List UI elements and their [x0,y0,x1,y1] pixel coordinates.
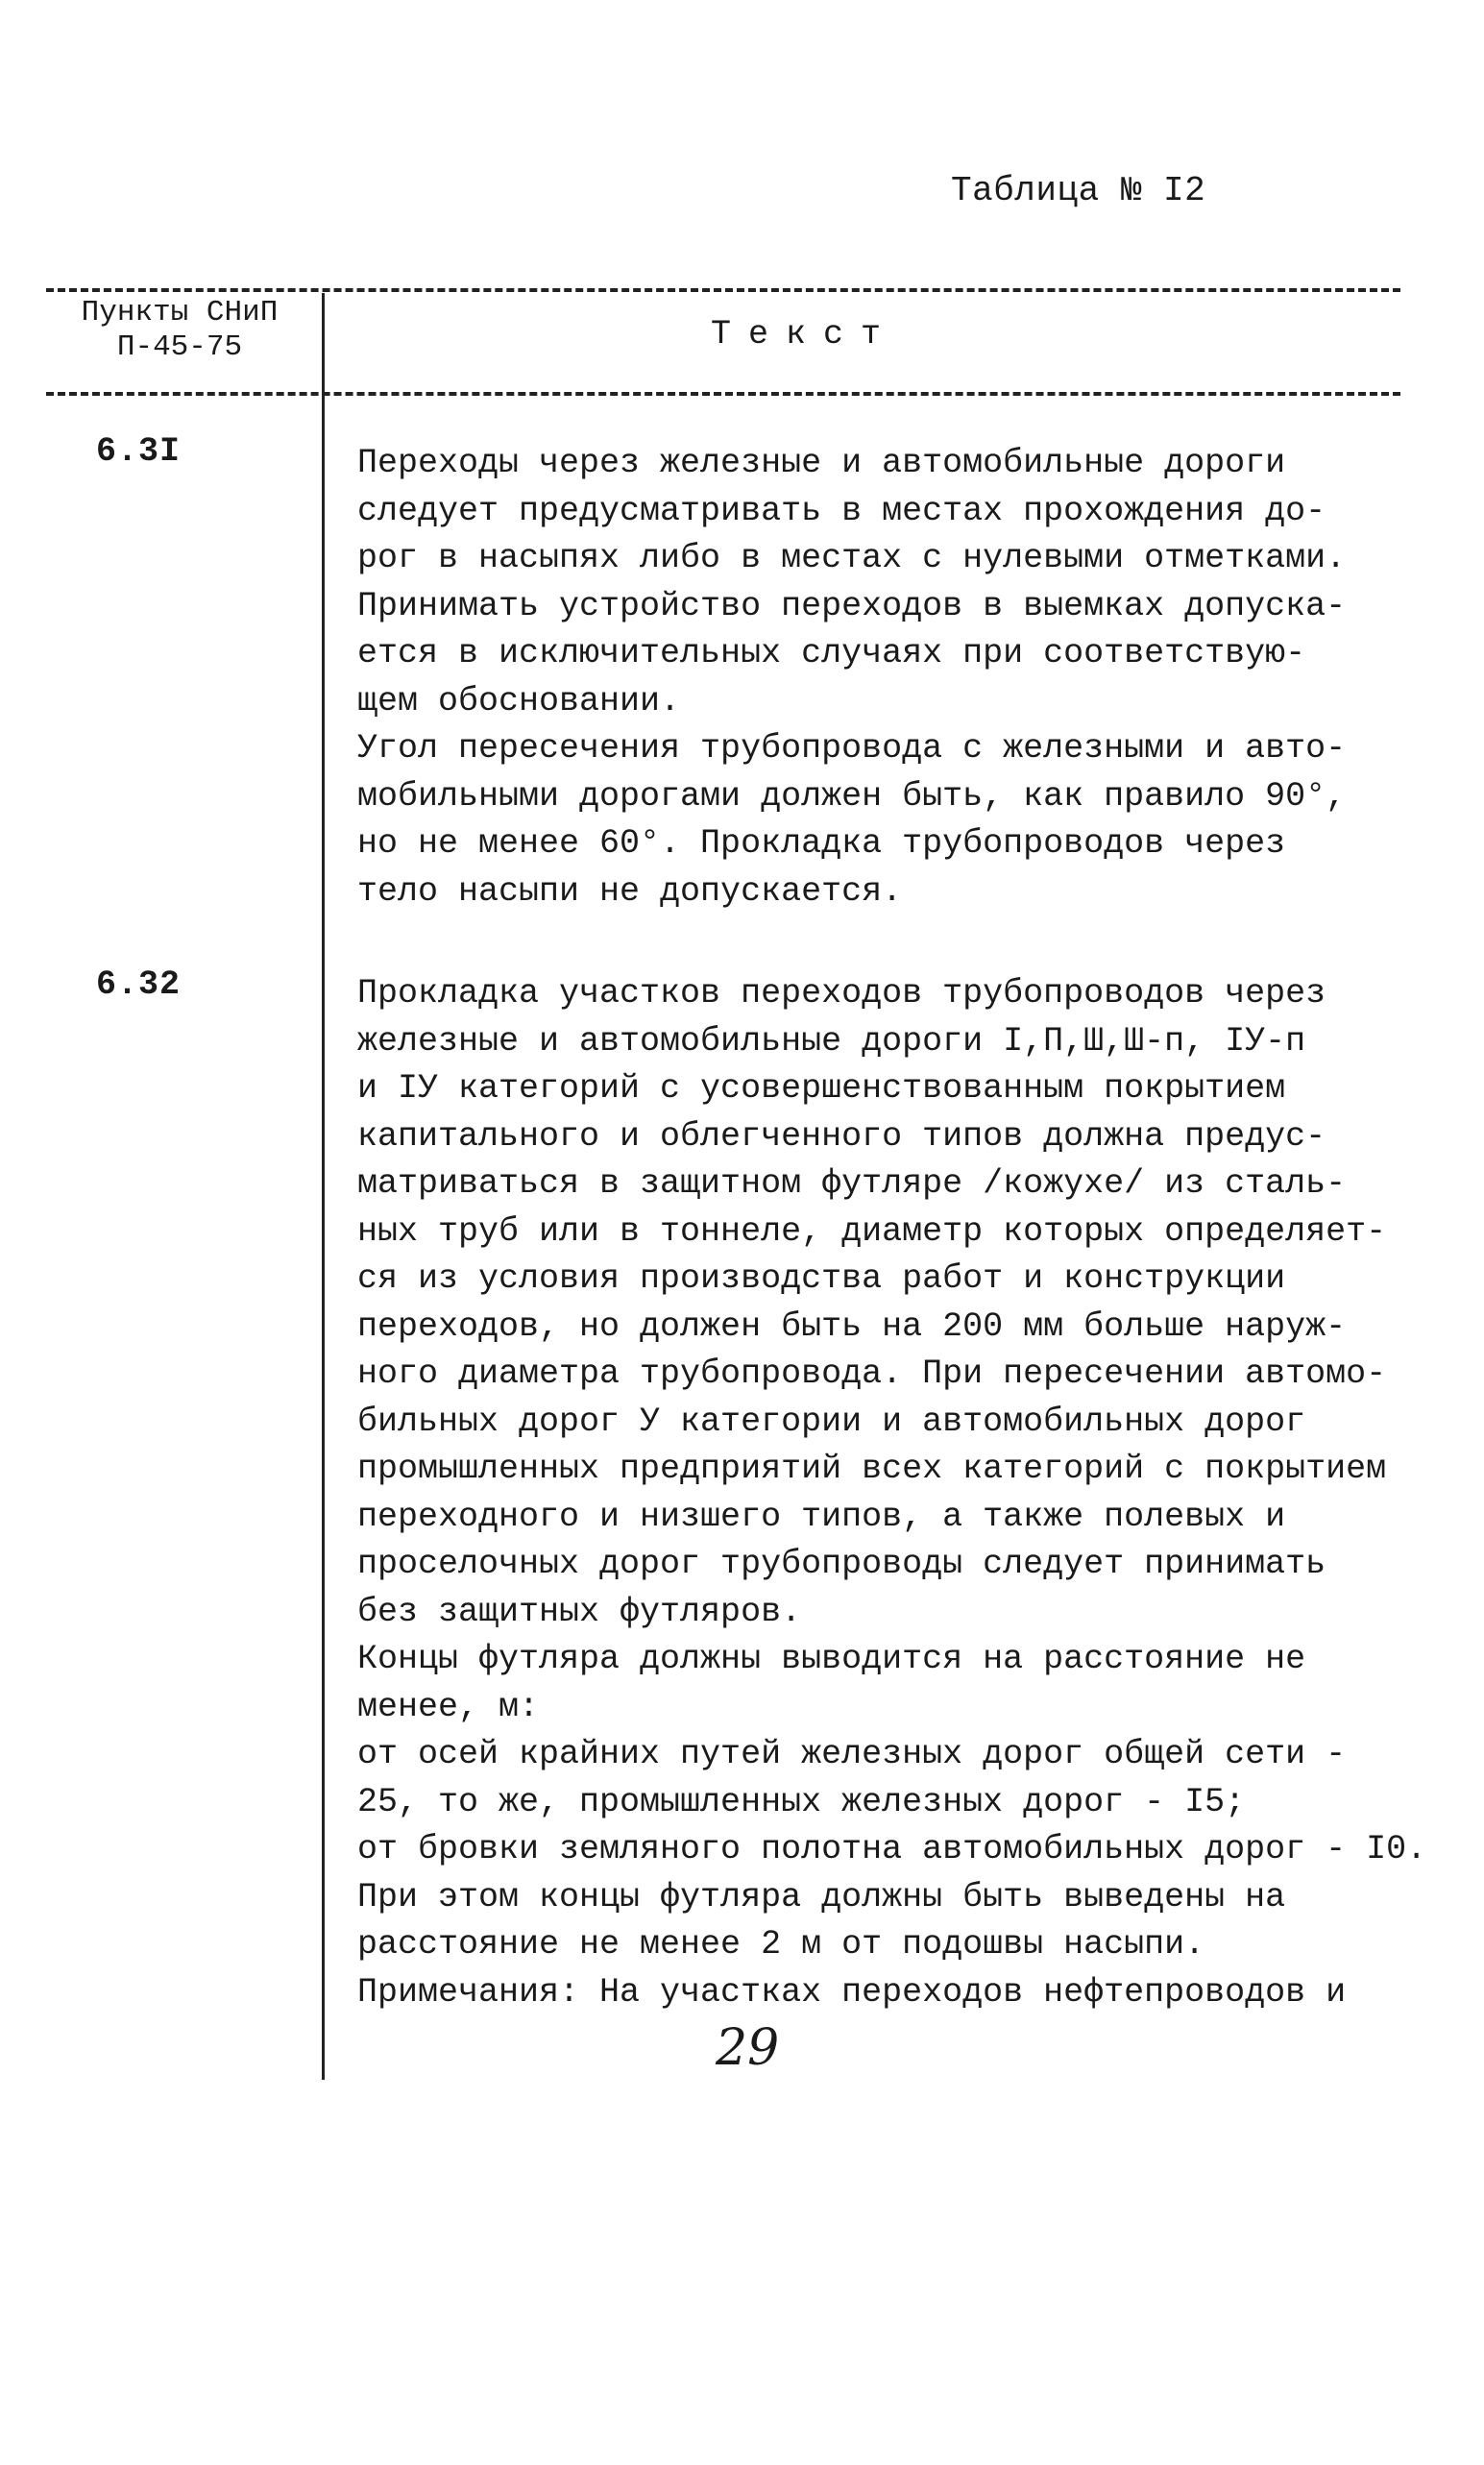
header-snip-line1: Пункты СНиП [81,296,279,329]
clause-number-6-31: 6.3I [96,432,182,471]
clause-text-6-32: Прокладка участков переходов трубопроводов через железные и автомобильные дороги I,П,Ш,Ш-п, IУ-п и IУ категорий с усовершенствованным покрытием капитального и облегченного типов должна предус- матриваться в защитном футляре /кожухе/ из сталь- ных труб или в тоннеле, диаметр которых определяет- ся из условия производства работ и конструкции переходов, но должен быть на 200 мм больше наруж- ного диаметра трубопровода. При пересечении автомо- бильных дорог У категории и автомобильных дорог промышленных предприятий всех категорий с покрытием переходного и низшего типов, а также полевых и проселочных дорог трубопроводы следует принимать без защитных футляров. Концы футляра должны выводится на расстояние не менее, м: от осей крайних путей железных дорог общей сети - 25, то же, промышленных железных дорог - I5; от бровки земляного полотна автомобильных дорог - I0. При этом концы футляра должны быть выведены на расстояние не менее 2 м от подошвы насыпи. Примечания: На участках переходов нефтепроводов и [357,974,1427,2012]
clause-text-6-31: Переходы через железные и автомобильные дороги следует предусматривать в местах прохождения до- рог в насыпях либо в местах с нулевыми отметками. Принимать устройство переходов в выемках допуска- ется в исключительных случаях при соответствую- щем обосновании. Угол пересечения трубопровода с железными и авто- мобильными дорогами должен быть, как правило 90°, но не менее 60°. Прокладка трубопроводов через тело насыпи не допускается. [357,444,1347,911]
page-number: 29 [716,2019,780,2077]
header-snip-line2: П-45-75 [116,330,243,364]
table-top-dashed-rule [46,288,1400,292]
header-bottom-dashed-rule [46,392,1400,396]
column-divider [322,293,325,2080]
table-label: Таблица № I2 [951,171,1206,210]
header-snip-clauses [50,296,309,365]
header-text-column: Текст [711,315,899,354]
clause-number-6-32: 6.32 [96,965,182,1004]
